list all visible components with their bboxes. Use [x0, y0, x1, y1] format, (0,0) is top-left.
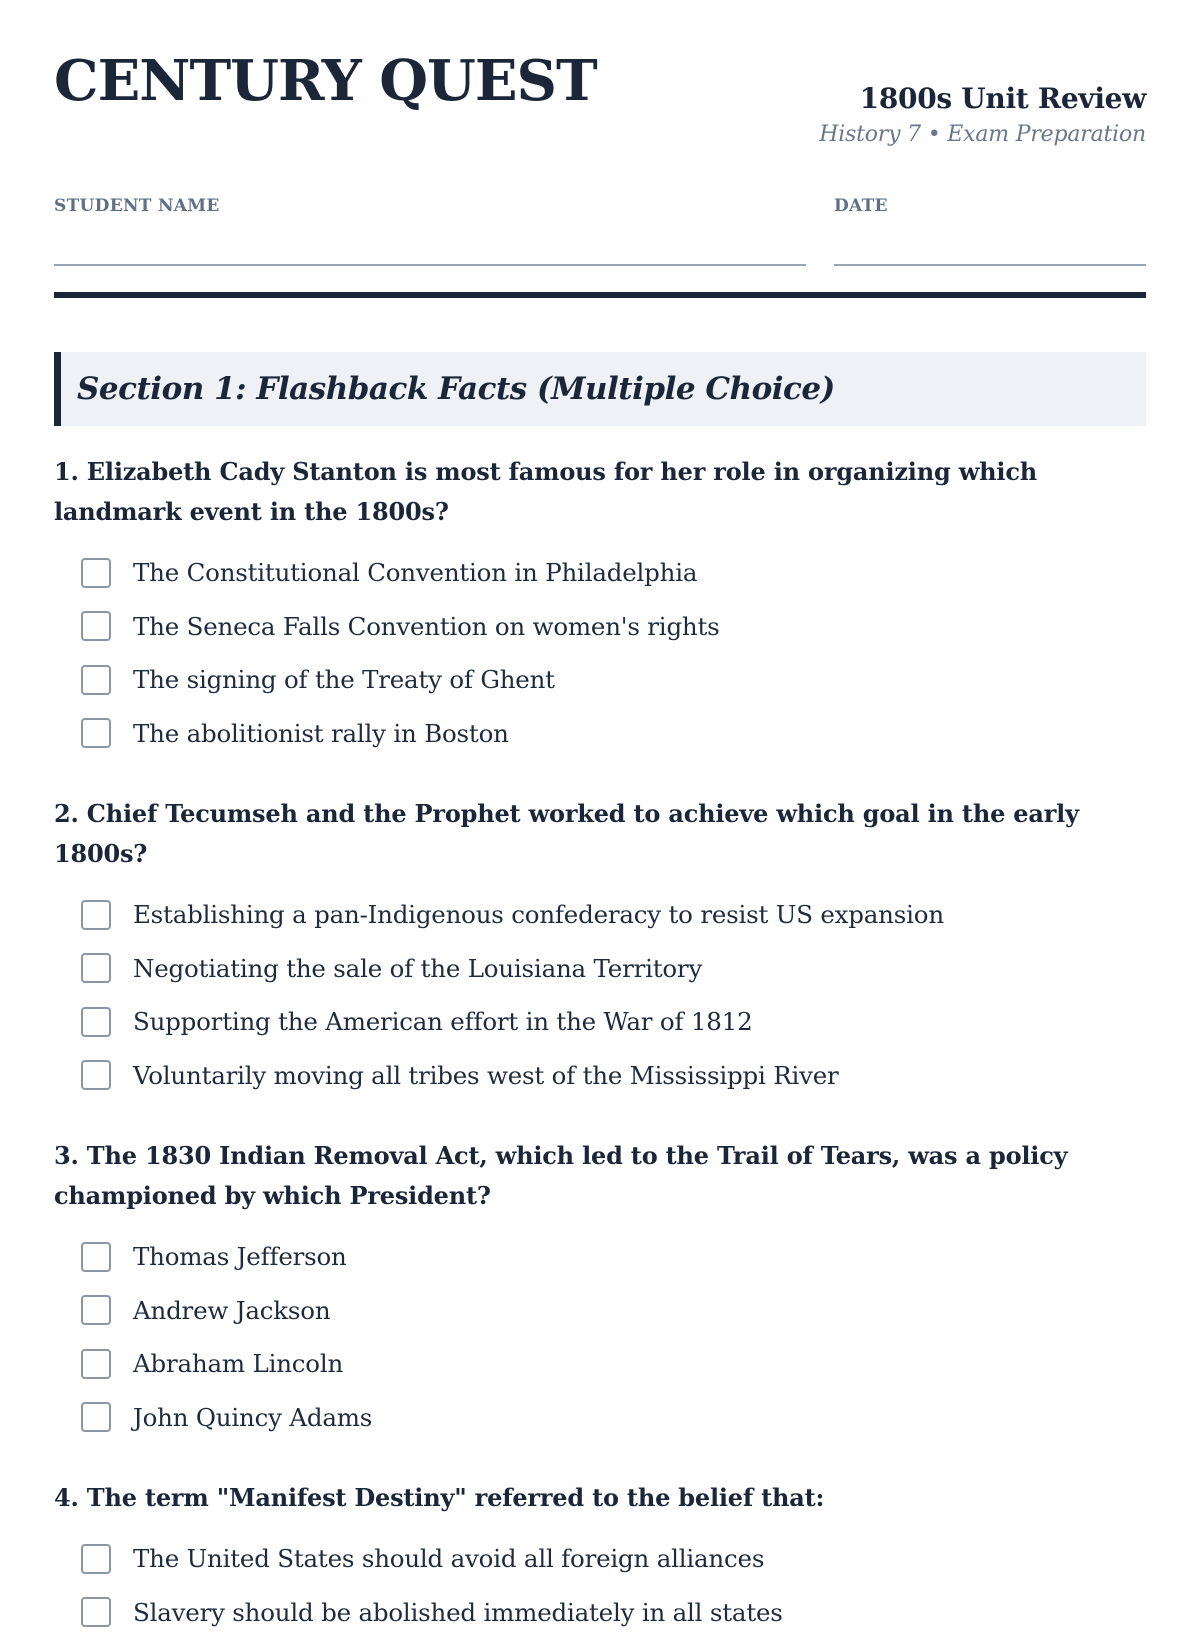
option-label: Supporting the American effort in the War of 1812	[133, 1007, 752, 1036]
brand-title: CENTURY QUEST	[54, 52, 597, 111]
checkbox[interactable]	[81, 900, 111, 930]
option-label: Slavery should be abolished immediately in all states	[133, 1598, 783, 1627]
header-divider	[54, 292, 1146, 298]
date-field[interactable]	[834, 196, 1146, 266]
unit-subtitle: History 7 • Exam Preparation	[819, 122, 1146, 147]
unit-title: 1800s Unit Review	[819, 82, 1146, 116]
section-header	[54, 352, 1146, 426]
student-info-fields	[54, 196, 1146, 266]
date-line[interactable]	[834, 264, 1146, 266]
question-text: 2. Chief Tecumseh and the Prophet worked to achieve which goal in the early 1800s?	[54, 794, 1146, 874]
checkbox[interactable]	[81, 1597, 111, 1627]
checkbox[interactable]	[81, 611, 111, 641]
answer-options	[54, 1230, 1146, 1444]
checkbox[interactable]	[81, 1402, 111, 1432]
option-label: Voluntarily moving all tribes west of the Mississippi River	[133, 1061, 839, 1090]
question-1	[54, 452, 1146, 760]
answer-options	[54, 546, 1146, 760]
answer-option[interactable]	[54, 1337, 1146, 1391]
answer-option[interactable]	[54, 1049, 1146, 1103]
question-text: 3. The 1830 Indian Removal Act, which led to the Trail of Tears, was a policy championed by which President?	[54, 1136, 1146, 1216]
option-label: Establishing a pan-Indigenous confederacy to resist US expansion	[133, 900, 944, 929]
answer-option[interactable]	[54, 600, 1146, 654]
checkbox[interactable]	[81, 1349, 111, 1379]
checkbox[interactable]	[81, 665, 111, 695]
answer-options	[54, 1532, 1146, 1639]
option-label: The Constitutional Convention in Philadelphia	[133, 558, 697, 587]
checkbox[interactable]	[81, 1544, 111, 1574]
option-label: Abraham Lincoln	[133, 1349, 343, 1378]
student-name-field[interactable]	[54, 196, 806, 266]
checkbox[interactable]	[81, 558, 111, 588]
section-title: Section 1: Flashback Facts (Multiple Choice)	[77, 371, 835, 407]
question-2	[54, 794, 1146, 1102]
option-label: The abolitionist rally in Boston	[133, 719, 509, 748]
answer-option[interactable]	[54, 653, 1146, 707]
option-label: The signing of the Treaty of Ghent	[133, 665, 555, 694]
worksheet-header	[54, 0, 1146, 128]
checkbox[interactable]	[81, 1242, 111, 1272]
answer-option[interactable]	[54, 942, 1146, 996]
question-text: 4. The term "Manifest Destiny" referred to the belief that:	[54, 1478, 1146, 1518]
question-3	[54, 1136, 1146, 1444]
option-label: The United States should avoid all foreign alliances	[133, 1544, 764, 1573]
answer-option[interactable]	[54, 995, 1146, 1049]
answer-option[interactable]	[54, 1284, 1146, 1338]
option-label: The Seneca Falls Convention on women's rights	[133, 612, 720, 641]
option-label: Negotiating the sale of the Louisiana Territory	[133, 954, 702, 983]
checkbox[interactable]	[81, 718, 111, 748]
answer-option[interactable]	[54, 1586, 1146, 1639]
answer-option[interactable]	[54, 1230, 1146, 1284]
checkbox[interactable]	[81, 1060, 111, 1090]
checkbox[interactable]	[81, 953, 111, 983]
question-4	[54, 1478, 1146, 1639]
checkbox[interactable]	[81, 1295, 111, 1325]
answer-option[interactable]	[54, 888, 1146, 942]
unit-info	[819, 52, 1146, 147]
checkbox[interactable]	[81, 1007, 111, 1037]
answer-option[interactable]	[54, 1532, 1146, 1586]
question-text: 1. Elizabeth Cady Stanton is most famous for her role in organizing which landmark event in the 1800s?	[54, 452, 1146, 532]
answer-option[interactable]	[54, 707, 1146, 761]
date-label: DATE	[834, 196, 1146, 216]
answer-option[interactable]	[54, 1391, 1146, 1445]
option-label: Andrew Jackson	[133, 1296, 330, 1325]
option-label: John Quincy Adams	[133, 1403, 372, 1432]
answer-options	[54, 888, 1146, 1102]
option-label: Thomas Jefferson	[133, 1242, 347, 1271]
answer-option[interactable]	[54, 546, 1146, 600]
student-name-line[interactable]	[54, 264, 806, 266]
student-name-label: STUDENT NAME	[54, 196, 806, 216]
